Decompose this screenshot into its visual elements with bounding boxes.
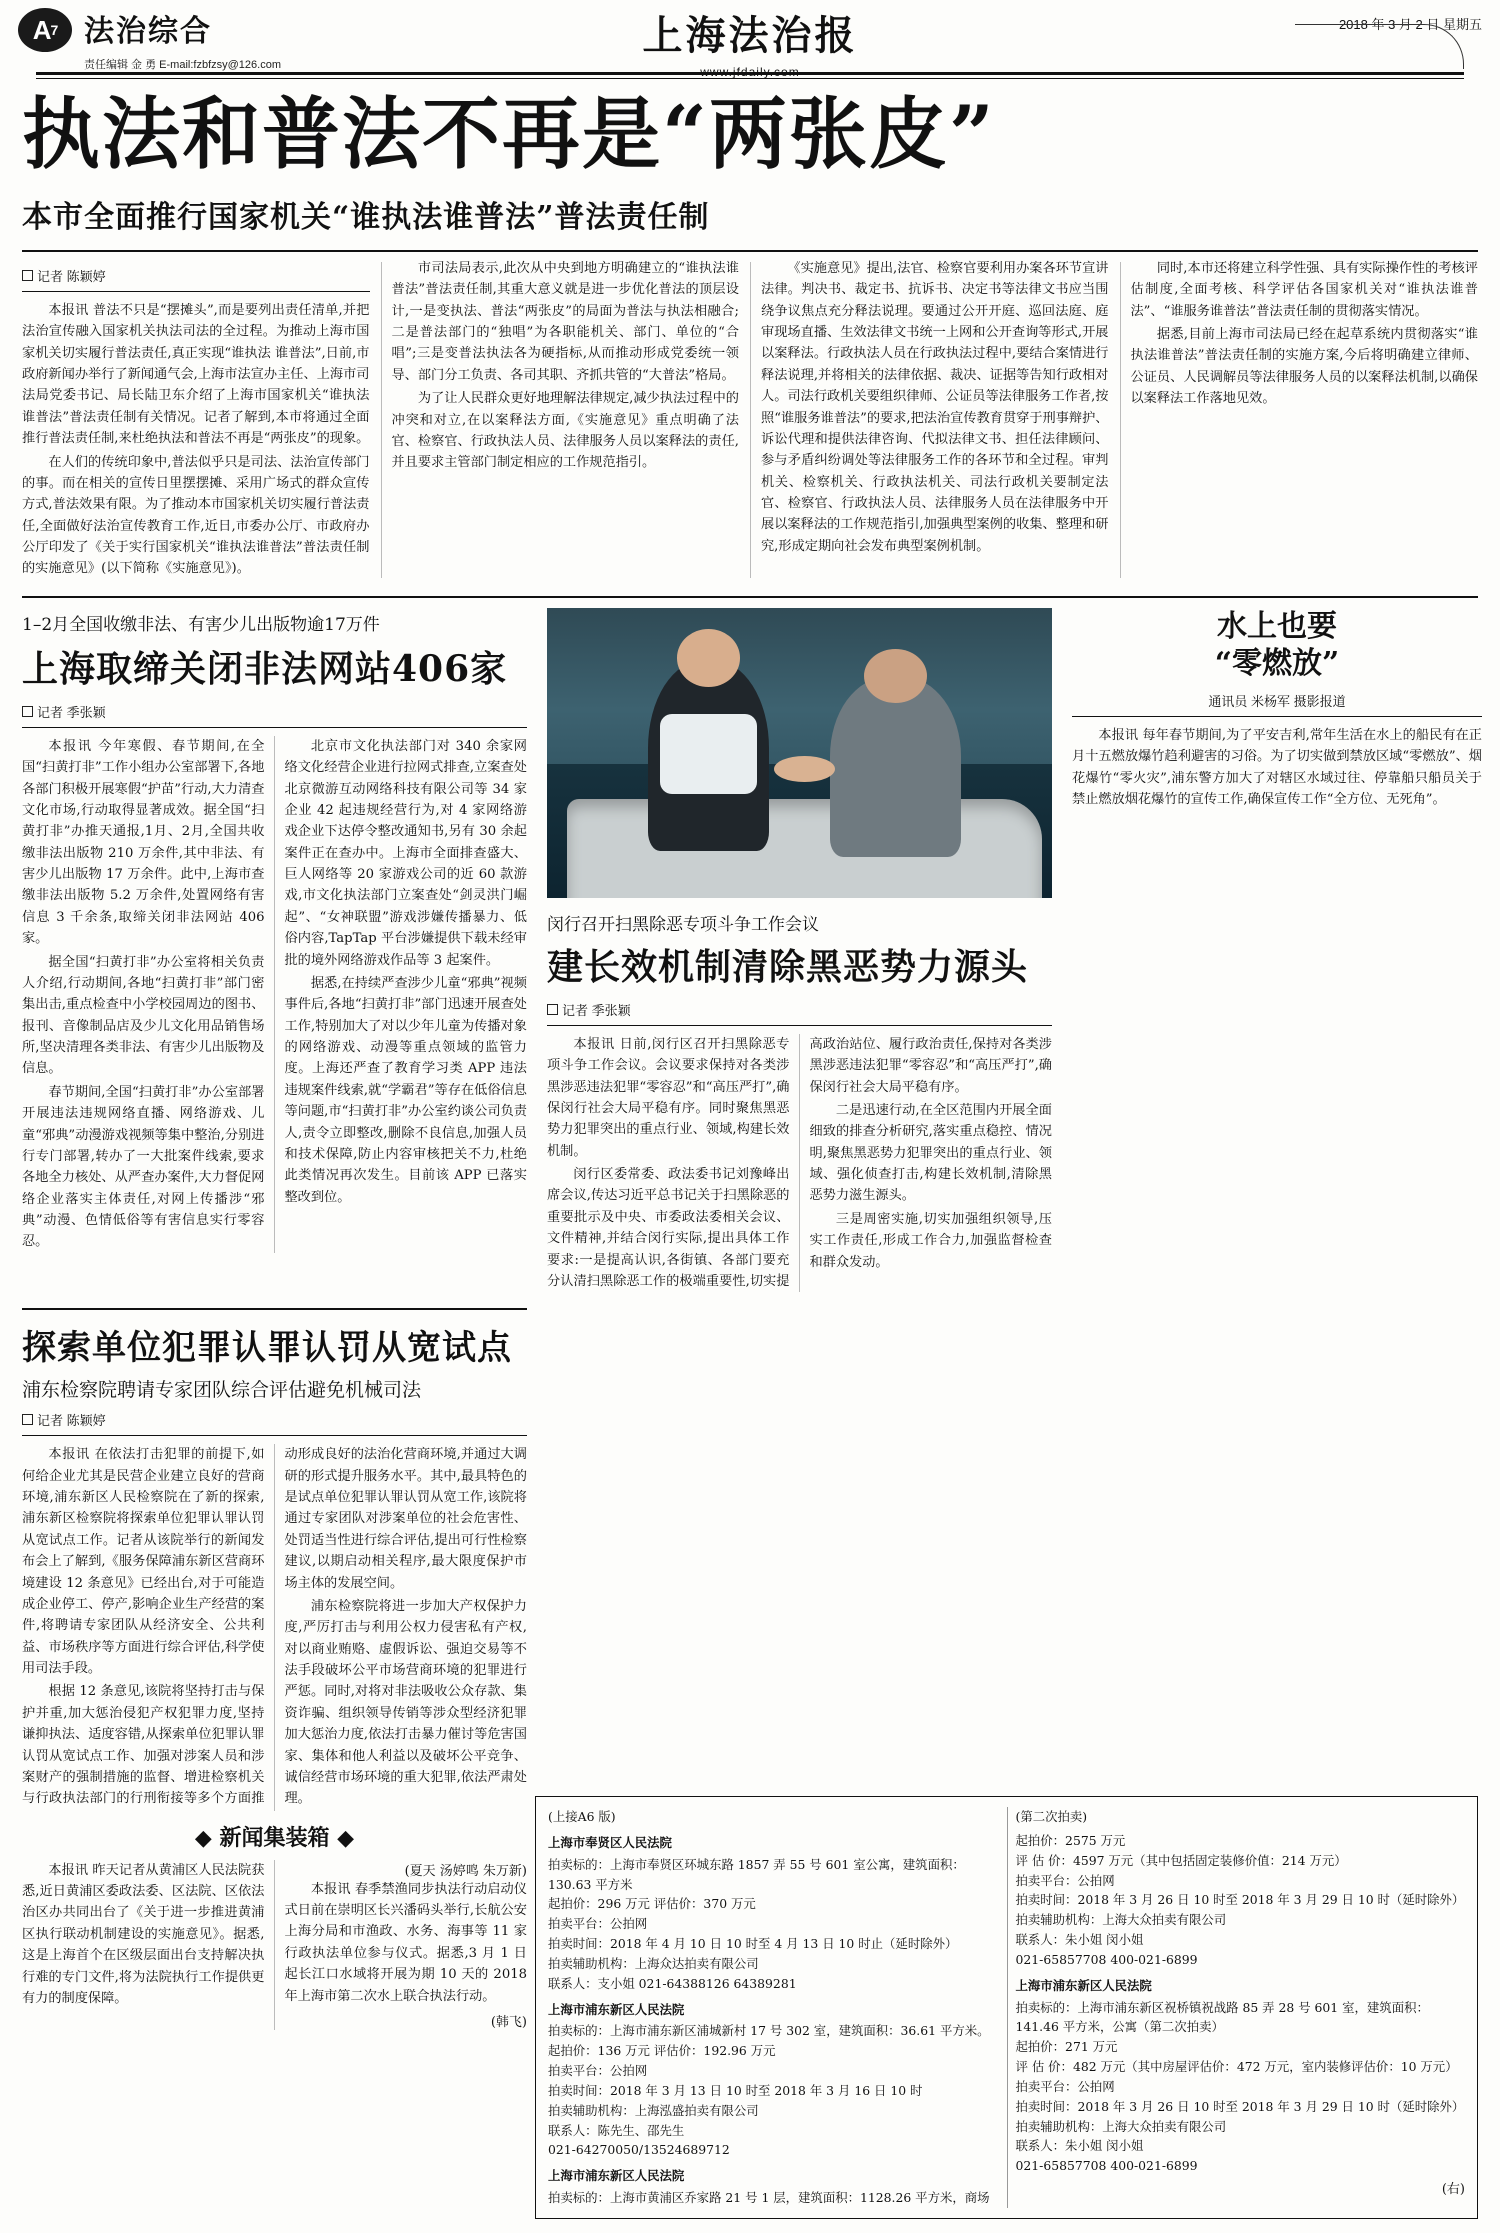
byline-marker-icon — [547, 1004, 558, 1015]
auction-line: 拍卖辅助机构：上海众达拍卖有限公司 — [548, 1955, 759, 1971]
auction-line: 评 估 价：482 万元（其中房屋评估价：472 万元，室内装修评估价：10 万元） — [1015, 2059, 1458, 2075]
masthead-swoosh-decoration — [1295, 24, 1464, 69]
pilot-rule — [22, 1308, 527, 1318]
auction-line: 拍卖标的：上海市浦东新区祝桥镇祝战路 85 弄 28 号 601 室，建筑面积：141.46 平方米，公寓（第二次拍卖） — [1015, 1999, 1429, 2035]
auction-line: 起拍价：296 万元 评估价：370 万元 — [548, 1896, 756, 1912]
editor-line: 责任编辑 金 勇 E-mail:fzbfzsy@126.com — [84, 59, 281, 71]
auction-footer-signature: (右) — [1441, 2182, 1465, 2198]
byline-rule — [1072, 716, 1482, 717]
lead-paragraph: 为了让人民群众更好地理解法律规定,减少执法过程中的冲突和对立,在以案释法方面,《实施意见》重点明确了法官、检察官、行政执法人员、法律服务人员以案释法的责任,并且要求主管部门制定相应的工作规范指引。 — [391, 391, 739, 471]
byline-rule — [22, 1435, 527, 1436]
section-title: 法治综合 — [84, 14, 212, 49]
photo-handshake — [774, 756, 835, 782]
auction-line: 联系人：朱小姐 闵小姐 — [1015, 1932, 1144, 1948]
pilot-paragraph: 本报讯 在依法打击犯罪的前提下,如何给企业尤其是民营企业建立良好的营商环境,浦东新区人民检察院在了新的探索,浦东新区检察院将探索单位犯罪认罪认罚从宽试点工作。记者从该院举行的新闻发布会上了解到,《服务保障浦东新区营商环境建设 12 条意见》已经出台,对于可能造成企业停工、停产,影响企业生产经营的案件,将聘请专家团队从经济安全、公共利益、市场秩序等方面进行综合评估,科学使用司法手段。 — [22, 1447, 265, 1677]
byline-marker-icon — [22, 706, 33, 717]
auction-line: 评 估 价：4597 万元（其中包括固定装修价值：214 万元） — [1015, 1852, 1347, 1868]
issue-date: 2018 年 3 月 2 日 星期五 — [1338, 17, 1482, 32]
lead-column-1 — [22, 258, 370, 582]
photo-boatman-head — [864, 649, 927, 703]
newsbox-item: 本报讯 春季禁渔同步执法行动启动仪式日前在崇明区长兴潘码头举行,长航公安上海分局和市渔政、水务、海事等 11 家行政执法单位参与仪式。据悉,3 月 1 日起长江口水域将开展为期 10 天的 2018 年上海市第二次水上联合执法行动。 — [284, 1881, 527, 2004]
photo-story-paragraph: 三是周密实施,切实加强组织领导,压实工作责任,形成工作合力,加强监督检查和群众发动。 — [809, 1211, 1052, 1270]
websites-body — [22, 736, 527, 1253]
masthead-rule-thin — [36, 78, 1464, 79]
lead-paragraph: 据悉,目前上海市司法局已经在起草系统内贯彻落实“谁执法谁普法”普法责任制的实施方案,今后将明确建立律师、公证员、人民调解员等法律服务人员的以案释法机制,以确保以案释法工作落地见效。 — [1130, 327, 1478, 407]
auction-court: 上海市奉贤区人民法院 — [548, 1834, 672, 1850]
auction-line: 拍卖时间：2018 年 3 月 26 日 10 时至 2018 年 3 月 29 日 10 时（延时除外） — [1015, 1892, 1465, 1908]
websites-byline-text: 记者 季张颖 — [37, 704, 106, 720]
folio-number: 7 — [50, 22, 58, 38]
article-illegal-websites — [22, 608, 527, 1293]
masthead-center — [643, 4, 858, 79]
lead-column-3 — [761, 258, 1109, 582]
photo-story-paragraph: 本报讯 日前,闵行区召开扫黑除恶专项斗争工作会议。会议要求保持对各类涉黑涉恶违法犯罪“零容忍”和“高压严打”,确保闵行社会大局平稳有序。同时聚焦黑恶势力犯罪突出的重点行业、领域,构建长效机制。 — [547, 1036, 790, 1159]
newsbox-item: 本报讯 昨天记者从黄浦区人民法院获悉,近日黄浦区委政法委、区法院、区依法治区办共同出台了《关于进一步推进黄浦区执行联动机制建设的实施意见》。据悉,这是上海首个在区级层面出台支持解决执行难的专门文件,将为法院执行工作提供更有力的制度保障。 — [22, 1862, 265, 2006]
newsbox-signature: (夏天 汤婷鸣 朱万新) — [404, 1863, 527, 1879]
auction-line: 拍卖标的：上海市浦东新区浦城新村 17 号 302 室，建筑面积：36.61 平方米。 — [548, 2023, 990, 2039]
lead-rule — [22, 250, 1478, 252]
lead-paragraph: 市司法局表示,此次从中央到地方明确建立的“谁执法谁普法”普法责任制,其重大意义就是进一步优化普法的顶层设计,一是变执法、普法“两张皮”的局面为普法与执法相融合;二是普法部门的“独唱”为各职能机关、部门、单位的“合唱”;三是变普法执法各为硬指标,从而推动形成党委统一领导、部门分工负责、各司其职、齐抓共管的“大普法”格局。 — [391, 260, 739, 383]
byline-rule — [22, 727, 527, 728]
pilot-body — [22, 1444, 527, 1810]
auction-line: 拍卖时间：2018 年 3 月 26 日 10 时至 2018 年 3 月 29 日 10 时（延时除外） — [1015, 2098, 1465, 2114]
photo-officer — [648, 660, 769, 851]
masthead-rule-thick — [36, 72, 1464, 75]
paper-title: 上海法治报 — [642, 12, 858, 59]
lead-headline-block — [22, 89, 1478, 252]
page-folio — [18, 8, 72, 52]
newsbox-title: ◆ 新闻集装箱 ◆ — [194, 1824, 355, 1851]
photo-story-paragraph: 二是迅速行动,在全区范围内开展全面细致的排查分析研究,落实重点稳控、情况明,聚焦黑恶势力犯罪突出的重点行业、领域、强化侦查打击,构建长效机制,清除黑恶势力滋生源头。 — [809, 1102, 1052, 1204]
pilot-subhead: 浦东检察院聘请专家团队综合评估避免机械司法 — [22, 1379, 422, 1402]
auction-line: 拍卖平台：公拍网 — [1015, 1872, 1115, 1888]
auction-line: 021-64270050/13524689712 — [548, 2142, 730, 2158]
websites-paragraph: 春节期间,全国“扫黄打非”办公室部署开展违法违规网络直播、网络游戏、儿童“邪典”动漫游戏视频等集中整治,分别进行专门部署,转办了一大批案件线索,要求各地全力核处、从严查办案件,大力督促网络企业落实主体责任,对网上传播涉“邪典”动漫、色情低俗等有害信息实行零容忍。 — [22, 1084, 265, 1250]
auction-left-column — [548, 1807, 998, 2208]
photo-story-headline: 建长效机制清除黑恶势力源头 — [547, 945, 1029, 988]
byline-marker-icon — [22, 270, 33, 281]
photo-story-block — [547, 608, 1052, 1293]
lead-headline: 执法和普法不再是“两张皮” — [22, 89, 996, 180]
rail-headline — [1072, 608, 1482, 683]
paper-website[interactable]: www.jfdaily.com — [700, 65, 800, 79]
rail-paragraph: 本报讯 每年春节期间,为了平安吉利,常年生活在水上的船民有在正月十五燃放爆竹趋利避害的习俗。为了切实做到禁放区域“零燃放”、烟花爆竹“零火灾”,浦东警方加大了对辖区水域过往、停靠船只船员关于禁止燃放烟花爆竹的宣传工作,确保宣传工作“全方位、无死角”。 — [1072, 727, 1482, 807]
auction-line: 联系人：陈先生、邵先生 — [548, 2122, 685, 2138]
auction-right-column — [1016, 1807, 1466, 2208]
lead-subhead: 本市全面推行国家机关“谁执法谁普法”普法责任制 — [22, 199, 710, 235]
masthead-left — [84, 6, 281, 72]
masthead — [18, 6, 1482, 78]
pilot-headline: 探索单位犯罪认罪认罚从宽试点 — [22, 1328, 512, 1369]
lead-paragraph: 《实施意见》提出,法官、检察官要利用办案各环节宣讲法律。判决书、裁定书、抗诉书、决定书等法律文书应当围绕争议焦点充分释法说理。要通过公开开庭、巡回法庭、庭审现场直播、生效法律文书统一上网和公开查询等形式,开展以案释法。行政执法人员在行政执法过程中,要结合案情进行释法说理,并将相关的法律依据、裁决、证据等告知行政相对人。司法行政机关要组织律师、公证员等法律服务工作者,按照“谁服务谁普法”的要求,把法治宣传教育贯穿于刑事辩护、诉讼代理和提供法律咨询、代拟法律文书、担任法律顾问、参与矛盾纠纷调处等法律服务工作的各环节和全过程。审判机关、检察机关、行政执法机关、司法行政机关要制定法官、检察官、行政执法人员、法律服务人员在法律服务中开展以案释法的工作规范指引,加强典型案例的收集、整理和研究,形成定期向社会发布典型案例机制。 — [761, 260, 1109, 554]
auction-line: 拍卖平台：公拍网 — [548, 2063, 648, 2079]
auction-court: 上海市浦东新区人民法院 — [548, 2168, 685, 2184]
auction-line: 拍卖辅助机构：上海泓盛拍卖有限公司 — [548, 2102, 759, 2118]
websites-paragraph: 北京市文化执法部门对 340 余家网络文化经营企业进行拉网式排查,立案查处北京微游互动网络科技有限公司等 34 家企业 42 起违规经营行为,对 4 家网络游戏企业下达停令整改通知书,另有 30 余起案件正在查办中。上海市全面排查盛大、巨人网络等 20 家游戏公司的近 60 款游戏,市文化执法部门立案查处“剑灵洪门崛起”、“女神联盟”游戏涉嫌传播暴力、低俗内容,TapTap 平台涉嫌提供下载未经审批的境外网络游戏作品等 3 起案件。 — [284, 738, 527, 968]
pilot-paragraph: 浦东检察院将进一步加大产权保护力度,严厉打击与利用公权力侵害私有产权,对以商业贿赂、虚假诉讼、强迫交易等不法手段破坏公平市场营商环境的犯罪进行严惩。同时,对将对非法吸收公众存款、集资诈骗、组织领导传销等涉众型经济犯罪加大惩治力度,依法打击暴力催讨等危害国家、集体和他人利益以及破坏公平竞争、诚信经营市场环境的重大犯罪,依法严肃处理。 — [284, 1598, 527, 1807]
websites-byline — [22, 702, 527, 721]
auction-line: 联系人：支小姐 021-64388126 64389281 — [548, 1975, 797, 1991]
photo-boat — [567, 799, 1042, 898]
rail-story — [1072, 608, 1482, 1293]
rail-headline-line2: “零燃放” — [1214, 646, 1340, 682]
byline-rule — [22, 291, 370, 292]
auction-notice-box — [535, 1796, 1478, 2219]
lead-article-columns — [22, 258, 1478, 582]
lead-paragraph: 本报讯 普法不只是“摆摊头”,而是要列出责任清单,并把法治宣传融入国家机关执法司法的全过程。为推动上海市国家机关切实履行普法责任,真正实现“谁执法 谁普法”,日前,市政府新闻办举行了新闻通气会,上海市法宣办主任、上海市司法局党委书记、局长陆卫东介绍了上海市国家机关“谁执法谁普法”普法责任制有关情况。记者了解到,本市将通过全面推行普法责任制,来杜绝执法和普法不再是“两张皮”的现象。 — [22, 302, 370, 447]
photo-officer-head — [677, 629, 740, 686]
lead-byline — [22, 266, 370, 285]
auction-line: 拍卖标的：上海市黄浦区乔家路 21 号 1 层，建筑面积：1128.26 平方米，商场 — [548, 2190, 990, 2206]
pilot-paragraph: 根据 12 条意见,该院将坚持打击与保护并重,加大惩治侵犯产权犯罪力度,坚持谦抑执法、适度容错,从探索单位犯罪认罪认罚从宽试点工作、加强对涉案人员和涉案财产的强制措施的监督、增进检察机关与行政执法部门的行刑衔接等多个方面推动形成良好的法治化营商环境,并通过大调研的形式提升服务水平。其中,最具特色的是试点单位犯罪认罪认罚从宽工作,该院将通过专家团队对涉案单位的社会危害性、处罚适当性进行综合评估,提出可行性检察建议,以期启动相关程序,最大限度保护市场主体的发展空间。 — [22, 1447, 527, 1807]
article-pilot-block — [22, 1308, 527, 2030]
photo-wrap — [547, 608, 1052, 898]
auction-line: 拍卖时间：2018 年 4 月 10 日 10 时至 4 月 13 日 10 时止（延时除外） — [548, 1936, 958, 1952]
auction-line: 拍卖时间：2018 年 3 月 13 日 10 时至 2018 年 3 月 16 日 10 时 — [548, 2082, 923, 2098]
newspaper-page — [0, 6, 1500, 2233]
photo-story-paragraph: 闵行区委常委、政法委书记刘豫峰出席会议,传达习近平总书记关于扫黑除恶的重要批示及中央、市委政法委相关会议、文件精神,并结合闵行实际,提出具体工作要求:一是提高认识,各街镇、各部门要充分认清扫黑除恶工作的极端重要性,切实提高政治站位、履行政治责任,保持对各类涉黑涉恶违法犯罪“零容忍”和“高压严打”,确保闵行社会大局平稳有序。 — [547, 1036, 1052, 1289]
byline-marker-icon — [22, 1414, 33, 1425]
photo-story-byline — [547, 1000, 1052, 1019]
auction-line: 021-65857708 400-021-6899 — [1015, 1951, 1198, 1967]
folio-letter: A — [32, 14, 51, 45]
auction-court: 上海市浦东新区人民法院 — [548, 2001, 685, 2017]
newsbox-signature: (韩飞) — [490, 2014, 527, 2030]
auction-line: 021-65857708 400-021-6899 — [1015, 2158, 1198, 2174]
auction-line: 联系人：朱小姐 闵小姐 — [1015, 2138, 1144, 2154]
auction-line: 拍卖标的：上海市奉贤区环城东路 1857 弄 55 号 601 室公寓，建筑面积：130.63 平方米 — [548, 1856, 965, 1892]
auction-line: 起拍价：2575 万元 — [1015, 1832, 1126, 1848]
auction-continued-note: (上接A6 版) — [548, 1808, 616, 1824]
newsbox-body — [22, 1860, 527, 2030]
lead-paragraph: 同时,本市还将建立科学性强、具有实际操作性的考核评估制度,全面考核、科学评估各国家机关对“谁执法谁普法”、“谁服务谁普法”普法责任制的贯彻落实情况。 — [1130, 260, 1478, 319]
rail-byline — [1072, 691, 1482, 710]
auction-line: 拍卖平台：公拍网 — [548, 1916, 648, 1932]
auction-court: 上海市浦东新区人民法院 — [1015, 1977, 1152, 1993]
websites-paragraph: 据悉,在持续严查涉少儿童“邪典”视频事件后,各地“扫黄打非”部门迅速开展查处工作,特别加大了对以少年儿童为传播对象的网络游戏、动漫等重点领域的监管力度。上海还严查了教育学习类 APP 违法违规案件线索,就“学霸君”等存在低俗信息等问题,市“扫黄打非”办公室约谈公司负责人,责令立即整改,删除不良信息,加强人员和技术保障,防止内容审核把关不力,杜绝此类情况再次发生。目前该 APP 已落实整改到位。 — [284, 975, 527, 1205]
lead-paragraph: 在人们的传统印象中,普法似乎只是司法、法治宣传部门的事。而在相关的宣传日里摆摆摊、采用广场式的群众宣传方式,普法效果有限。为了推动本市国家机关切实履行普法责任,全面做好法治宣传教育工作,近日,市委办公厅、市政府办公厅印发了《关于实行国家机关“谁执法谁普法”普法责任制的实施意见》(以下简称《实施意见》)。 — [22, 454, 370, 577]
photo-boatman — [830, 677, 961, 857]
middle-section — [22, 596, 1482, 1293]
auction-line: 拍卖平台：公拍网 — [1015, 2078, 1115, 2094]
auction-line: 拍卖辅助机构：上海大众拍卖有限公司 — [1015, 2118, 1227, 2134]
rail-byline-text: 通讯员 米杨军 摄影报道 — [1208, 693, 1346, 709]
byline-rule — [547, 1025, 1052, 1026]
lead-byline-text: 记者 陈颖婷 — [37, 268, 106, 284]
websites-kicker: 1–2月全国收缴非法、有害少儿出版物逾17万件 — [22, 614, 380, 635]
websites-headline: 上海取缔关闭非法网站406家 — [22, 647, 508, 690]
photo-life-vest — [660, 714, 757, 794]
auction-line: 起拍价：136 万元 评估价：192.96 万元 — [548, 2043, 776, 2059]
lead-column-4 — [1131, 258, 1479, 582]
pilot-byline — [22, 1410, 527, 1429]
websites-paragraph: 据全国“扫黄打非”办公室将相关负责人介绍,行动期间,各地“扫黄打非”部门密集出击,重点检查中小学校园周边的图书、报刊、音像制品店及少儿文化用品销售场所,坚决清理各类非法、有害少儿出版物及信息。 — [22, 954, 265, 1077]
auction-line: 起拍价：271 万元 — [1015, 2039, 1118, 2055]
news-photo — [547, 608, 1052, 898]
pilot-byline-text: 记者 陈颖婷 — [37, 1413, 106, 1429]
websites-paragraph: 本报讯 今年寒假、春节期间,在全国“扫黄打非”工作小组办公室部署下,各地各部门积极开展寒假“护苗”行动,大力清查文化市场,行动取得显著成效。据全国“扫黄打非”办推天通报,1月、2月,全国共收缴非法出版物 210 万余件,其中非法、有害少儿出版物 17 万余件。此中,上海市查缴非法出版物 5.2 万余件,处置网络有害信息 3 千余条,取缔关闭非法网站 406 家。 — [22, 738, 265, 947]
auction-line: 拍卖辅助机构：上海大众拍卖有限公司 — [1015, 1912, 1227, 1928]
auction-second-note: (第二次拍卖) — [1015, 1808, 1088, 1824]
photo-story-byline-text: 记者 季张颖 — [562, 1002, 631, 1018]
photo-caption: 闵行召开扫黑除恶专项斗争工作会议 — [547, 914, 819, 935]
lead-column-2 — [392, 258, 740, 582]
rail-headline-line1: 水上也要 — [1217, 608, 1337, 644]
photo-story-body — [547, 1034, 1052, 1293]
